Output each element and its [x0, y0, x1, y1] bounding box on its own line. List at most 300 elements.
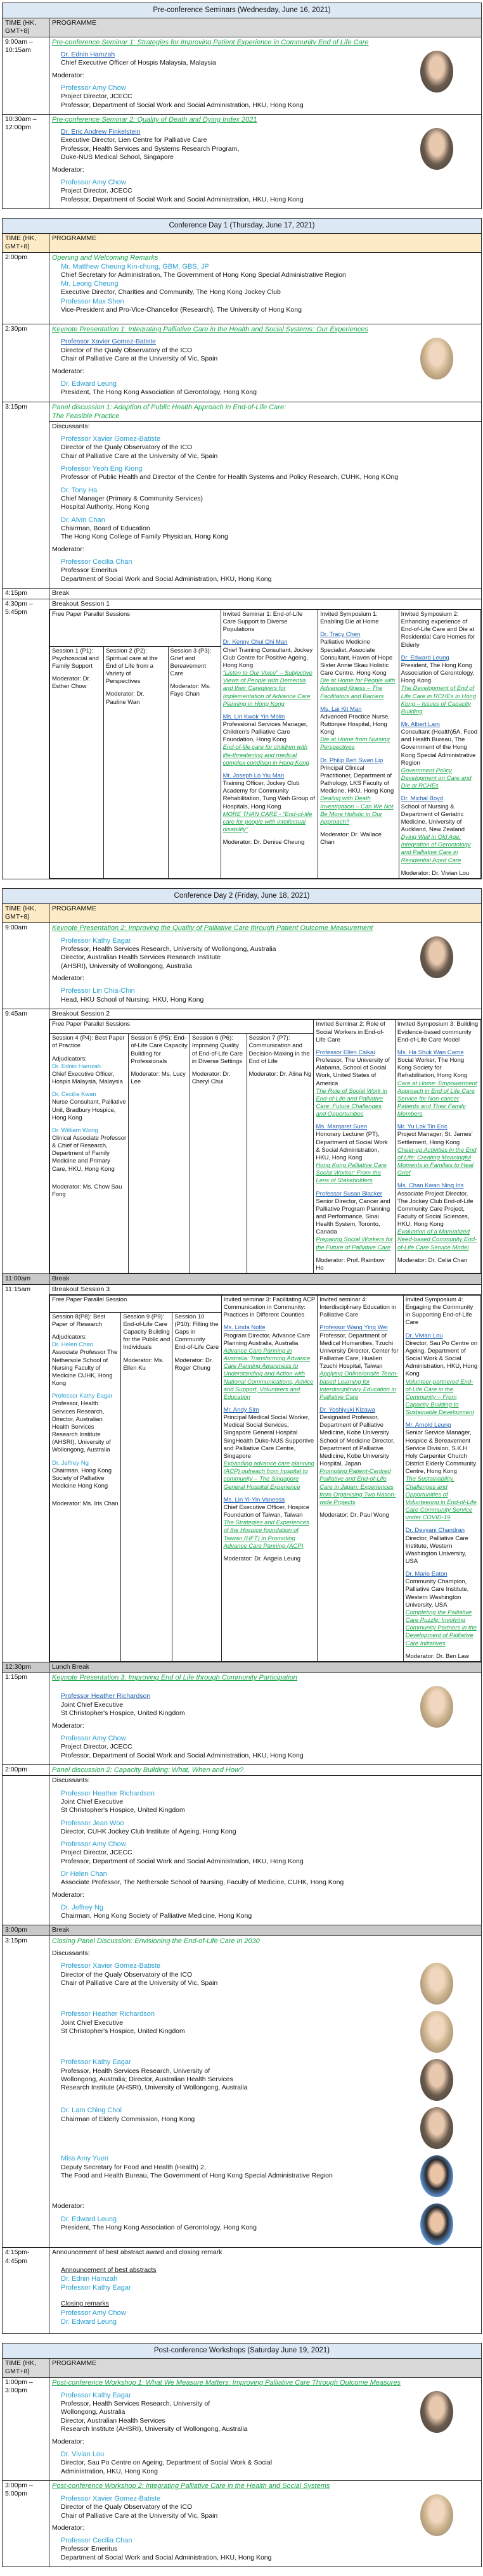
schedule-row	[3, 1009, 482, 1273]
speaker-name-link[interactable]: Dr. Philip Beh Swan Lip	[320, 756, 383, 764]
person-role: Professor, Department of Social Work and Social Administration, HKU, Hong Kong	[61, 195, 304, 203]
invited-session	[314, 1020, 396, 1273]
free-paper-title: Session 7 (P7): Communication and Decision-Making in the End of Life	[248, 1035, 310, 1065]
session-title: Panel discussion 1: Adaption of Public Health Approach in End-of-Life Care:	[52, 403, 287, 411]
talk-title-link[interactable]: The Strategies and Experiences of the Hospice foundation of Taiwan (HFT) in Promoting Advance Care Panning (ACP)	[223, 1519, 309, 1550]
person-name: Dr. Tony Ha	[61, 486, 98, 494]
moderator-block	[52, 2202, 479, 2232]
person	[52, 51, 479, 68]
day-title-row	[3, 3, 482, 18]
programme-cell	[49, 2480, 482, 2566]
person-name: Professor Amy Chow	[61, 84, 126, 92]
speaker-role: Associate Project Director, The Jockey Club End-of-Life Community Care Project, Faculty of Social Sciences, HKU, Hong Kong	[397, 1190, 473, 1228]
speaker-photo	[420, 2059, 453, 2101]
moderator-block	[52, 545, 479, 583]
person	[52, 338, 479, 363]
speaker-name-link[interactable]: Dr. Edward Leung	[401, 654, 449, 661]
person	[52, 936, 479, 971]
speaker-role: Senior Director, Cancer and Palliative Program Planning and Performance, Sinai Health System, Toronto, Canada	[316, 1197, 390, 1236]
programme-cell	[49, 324, 482, 402]
moderator-label: Moderator:	[52, 545, 84, 553]
discussant-row	[52, 2058, 479, 2102]
session-moderator: Moderator: Dr. Roger Chung	[174, 1356, 214, 1372]
invited-speaker	[320, 706, 397, 752]
speaker-name-link[interactable]: Ms. Linda Nolte	[223, 1324, 266, 1332]
column-header-row	[3, 18, 482, 37]
time-cell: 2:00pm	[3, 252, 49, 324]
person-role: The Hong Kong College of Family Physician, Hong Kong	[61, 533, 228, 541]
talk-title-link[interactable]: Evaluation of a Manualized Need-based Community End-of-Life Care Service Model	[397, 1228, 477, 1251]
person-name: Professor Lin Chia-Chin	[61, 987, 135, 995]
time-cell: 3:15pm	[3, 1935, 49, 2248]
programme-column-header: PROGRAMME	[49, 903, 482, 922]
free-paper-session	[121, 1312, 172, 1661]
schedule-row	[3, 1935, 482, 2248]
spacer	[52, 1387, 119, 1393]
person-role: St Christopher's Hospice, United Kingdom	[61, 2027, 185, 2035]
closing-label: Closing remarks	[61, 2300, 109, 2308]
talk-title-link[interactable]: The Development of End of Life Care in RCHEs in Hong Kong – Issues of Capacity Building	[401, 685, 476, 715]
person-name: Professor Heather Richardson	[61, 2010, 155, 2018]
breakout-table	[49, 1295, 481, 1662]
talk-title-link[interactable]: Preparing Social Workers for the Future of Palliative Care	[316, 1236, 393, 1251]
moderator-block	[52, 367, 479, 397]
free-paper-session	[172, 1312, 221, 1661]
speaker-name-link[interactable]: Mr. Andy Sim	[223, 1406, 259, 1413]
invited-speaker	[319, 1324, 401, 1401]
column-header-row	[3, 233, 482, 252]
day2-table	[2, 888, 482, 2334]
person-name: Professor Kathy Eagar	[61, 2058, 131, 2067]
person	[52, 1819, 479, 1837]
invited-speaker	[397, 1182, 479, 1251]
talk-title-link[interactable]: Volunteer-partnered End-of-Life Care in the Community – From Capacity Building to Sustainable Development	[405, 1378, 474, 1417]
spacer	[52, 1122, 126, 1127]
invited-title: Invited seminar 4: Interdisciplinary Education in Palliative Care	[319, 1296, 397, 1319]
speaker-photo	[420, 2155, 453, 2197]
time-cell: 3:00pm	[3, 1925, 49, 1935]
speaker-role: Director, Sau Po Centre on Ageing, Department of Social Work & Social Administration, HKU, Hong Kong	[405, 1339, 478, 1378]
breakout-cell	[49, 1284, 482, 1662]
person	[52, 297, 479, 315]
invited-speaker	[397, 1123, 479, 1177]
person-role: Executive Director, Charities and Community, The Hong Kong Jockey Club	[61, 288, 281, 296]
person-role: (AHSRI), University of Wollongong, Australia	[61, 962, 192, 970]
person-name[interactable]: Dr. Ednin Hamzah	[61, 50, 115, 58]
programme-cell	[49, 114, 482, 208]
day-title-row	[3, 219, 482, 234]
speaker-name-link[interactable]: Ms. Lai Kit Man	[320, 705, 362, 713]
session-moderator: Moderator: Ms. Ellen Ku	[123, 1356, 164, 1372]
session-title-link[interactable]: Keynote Presentation 2: Improving the Quality of Palliative Care through Patient Outcome Measurement	[52, 924, 373, 932]
invited-speaker	[406, 1422, 479, 1522]
column-header-row	[3, 903, 482, 922]
talk-title-link[interactable]: The Sustainability, Challenges and Opportunities of Volunteering in End-of-Life Care Community Service under COVID-19	[405, 1476, 477, 1522]
speaker-name-link[interactable]: Professor Wang Ying Wei	[319, 1324, 388, 1332]
person-role: Project Director, JCECC	[61, 1849, 132, 1857]
speaker-list	[223, 639, 316, 834]
session-moderator: Moderator: Dr. Ben Law	[405, 1652, 469, 1660]
person-name[interactable]: Professor Xavier Gomez-Batiste	[61, 338, 156, 346]
speaker-name-link[interactable]: Dr. Kenny Chui Chi Man	[222, 639, 288, 646]
person-name: Professor Heather Richardson	[61, 1789, 155, 1797]
session-moderator: Moderator: Dr. Wallace Chan	[320, 831, 382, 846]
invited-session	[221, 1295, 318, 1661]
speaker-role: Professor, Department of Medical Humanities, Tzuchi University Director, Center for Palliative Care, Hualien Tzuchi Hospital, Taiwan	[319, 1332, 399, 1370]
invited-session	[318, 609, 399, 878]
person	[52, 435, 479, 461]
session-title-link[interactable]: Post-conference Workshop 2: Integrating Palliative Care in the Health and Social Systems	[52, 2482, 330, 2490]
programme-cell	[49, 252, 482, 324]
pre-conference-title: Pre-conference Seminars (Wednesday, June 16, 2021)	[3, 3, 482, 18]
time-cell-empty	[3, 1776, 49, 1925]
person-role: Professor, Health Services Research, University of	[61, 2067, 210, 2075]
schedule-row	[3, 324, 482, 402]
person-name: Professor Amy Chow	[61, 1735, 126, 1743]
session-title-link[interactable]: Pre-conference Seminar 1: Strategies for Improving Patient Experience in Community End of Life Care	[52, 38, 369, 46]
speaker-name-link[interactable]: Mr. Yu Lok Tin Eric	[397, 1123, 448, 1131]
talk-title-link[interactable]: Cheer-up Activities in the End of Life: Creating Meaningful Moments in Families to Heal Grief	[397, 1146, 477, 1177]
programme-cell	[49, 402, 482, 421]
time-cell: 3:15pm	[3, 402, 49, 588]
programme-cell	[49, 2377, 482, 2480]
schedule-row	[3, 1673, 482, 1765]
speaker-name-link[interactable]: Dr. Michal Boyd	[401, 795, 444, 803]
day1-title: Conference Day 1 (Thursday, June 17, 2021)	[3, 219, 482, 234]
programme-cell	[49, 1765, 482, 1776]
day-title-row	[3, 2343, 482, 2359]
person-role: Chairman of Elderly Commission, Hong Kong	[61, 2115, 195, 2123]
session-title-link[interactable]: Keynote Presentation 3: Improving End of Life through Community Participation	[52, 1674, 298, 1682]
speaker-name-link[interactable]: Dr. Yoshiyuki Kizawa	[319, 1406, 375, 1413]
time-column-header: TIME (HK, GMT+8)	[3, 18, 49, 37]
person-role: Professor Emeritus	[61, 566, 118, 575]
talk-title-link[interactable]: Government Policy Development on Care and Die at RCHEs	[401, 767, 472, 790]
person-name[interactable]: Dr. Eric Andrew Finkelstein	[61, 128, 141, 136]
discussant-row	[52, 2154, 479, 2198]
person-name[interactable]: Professor Heather Richardson	[61, 1692, 151, 1700]
programme-document	[0, 3, 483, 2567]
session-moderator: Moderator: Dr. Pauline Wan	[105, 691, 145, 706]
programme-cell	[49, 1935, 482, 2248]
invited-title: Invited Seminar 2: Role of Social Workers in End-of-Life Care	[316, 1021, 385, 1043]
free-paper-session	[168, 646, 221, 878]
invited-speaker	[224, 1496, 316, 1550]
speaker-name-link[interactable]: Ms. Lin Yi-Yin Vanessa	[223, 1496, 285, 1503]
person-role: Vice-President and Pro-Vice-Chancellor (Research), The University of Hong Kong	[61, 305, 302, 314]
speaker-photo	[420, 1963, 453, 2005]
speaker-role: Training Officer, Jockey Club Academy for Community Rehabilitation, Tung Wah Group of Hospitals, Hong Kong	[222, 780, 315, 810]
speaker-name-link[interactable]: Ms. Ha Shuk Wan Carrie	[397, 1049, 464, 1056]
speaker-role: Program Director, Advance Care Planning Australia, Australia	[223, 1332, 311, 1347]
break-row	[3, 1662, 482, 1672]
announcement-title: Announcement of best abstract award and closing remark	[52, 2248, 222, 2257]
invited-speaker	[320, 757, 397, 826]
break-row	[3, 1274, 482, 1284]
discussant-row	[52, 2010, 479, 2054]
person-name: Professor Kathy Eagar	[61, 2391, 131, 2399]
person-role: Chief Executive Officer of Hospis Malaysia, Malaysia	[61, 59, 216, 67]
person	[52, 1840, 479, 1866]
talk-title-link[interactable]: Advance Care Panning in Australia: Transforming Advance Care Panning Awareness to Understanding and Action with National Communications, Advice and Support, Volunteers and Education	[223, 1347, 314, 1401]
schedule-row	[3, 1765, 482, 1776]
person-role: Professor, Health Services and Systems Research Program,	[61, 144, 240, 153]
free-paper-title: Session 1 (P1): Psychosocial and Family Support	[52, 647, 99, 670]
adjudicator-name: Dr. Helen Chan	[52, 1341, 93, 1349]
invited-title: Invited Symposium 2: Enhancing experience of End-of-Life Care and Die at Residential Care Homes for Elderly	[401, 610, 475, 649]
speaker-name-link[interactable]: Mr. Albert Lam	[401, 720, 440, 728]
programme-cell	[49, 2248, 482, 2334]
speaker-name-link[interactable]: Professor Susan Blacker	[316, 1190, 382, 1197]
invited-speaker	[406, 1527, 479, 1565]
schedule-row	[3, 2248, 482, 2334]
time-cell: 4:30pm – 5:45pm	[3, 599, 49, 879]
moderator-label: Moderator:	[52, 71, 84, 79]
moderator-block	[52, 2438, 479, 2476]
person-role: President, The Hong Kong Association of Gerontology, Hong Kong	[61, 388, 257, 397]
speaker-photo	[420, 51, 453, 92]
person-name: Dr. Edward Leung	[61, 2215, 117, 2223]
speaker-role: School of Nursing & Department of Geriatric Medicine, University of Auckland, New Zealand	[401, 803, 465, 834]
speaker-name-link[interactable]: Mr. Arnold Leung	[405, 1422, 451, 1429]
time-cell: 9:45am	[3, 1009, 49, 1273]
invited-speaker	[401, 721, 479, 790]
moderator-block	[52, 1722, 479, 1760]
adjudicator-role: Nurse Consultant, Palliative Unit, Bradbury Hospice, Hong Kong	[52, 1099, 126, 1121]
breakout-table	[49, 1019, 481, 1273]
talk-title-link[interactable]: Dying Well in Old Age: Integration of Gerontology and Palliative Care in Residential Aged Care	[401, 834, 471, 864]
talk-title-link[interactable]: Die at Home from Nursing Perspectives	[320, 736, 390, 751]
schedule-row	[3, 922, 482, 1009]
session-moderator: Moderator: Dr. Vivian Lou	[401, 869, 470, 877]
discussants-label: Discussants:	[52, 422, 90, 430]
talk-title-link[interactable]: Hong Kong Palliative Care Social Worker: From the Lens of Stakeholders	[316, 1162, 387, 1185]
session-title-link[interactable]: Pre-conference Seminar 2: Quality of Death and Dying Index 2021	[52, 115, 257, 124]
person-role: Deputy Secretary for Food and Health (Health) 2,	[61, 2163, 206, 2171]
person	[52, 1789, 479, 1815]
speaker-role: Community Champion, Palliative Care Institute, Western Washington University, USA	[405, 1578, 469, 1609]
spacer	[52, 1490, 119, 1495]
speaker-role: Consultant (Health)5A, Food and Health Bureau, The Government of the Hong Kong Special Administrative Region	[401, 729, 478, 767]
spacer	[52, 1682, 479, 1688]
session-moderator: Moderator: Dr. Denise Cheung	[222, 839, 305, 846]
person-name: Professor Kathy Eagar	[61, 2284, 131, 2292]
speaker-name-link[interactable]: Dr. Tracy Chen	[320, 631, 361, 639]
time-cell: 11:15am	[3, 1284, 49, 1662]
speaker-list	[319, 1324, 401, 1507]
free-paper-title: Session 3 (P3): Grief and Bereavement Care	[170, 647, 212, 678]
speaker-role: Chief Executive Officer, Hospice Foundation of Taiwan, Taiwan	[223, 1503, 310, 1519]
schedule-row	[3, 114, 482, 208]
break-row	[3, 589, 482, 599]
talk-title-link[interactable]: Promoting Patient-Centred Palliative and End-of-Life Care in Japan: Experiences from Organising Two Nation-wide Projects	[319, 1468, 396, 1506]
talk-title-link[interactable]: End-of-life care for children with life-threatening and medical complex condition in Hong Kong	[222, 744, 309, 767]
person-role: Chairman, Hong Kong Society of Palliative Medicine, Hong Kong	[61, 1912, 252, 1920]
time-column-header: TIME (HK, GMT+8)	[3, 2358, 49, 2377]
person-name: Professor Jean Woo	[61, 1819, 124, 1827]
talk-title-link[interactable]: Care at Home: Empowerment Approach in End of Life Care Service for Non-cancer Patients and Their Family Members	[397, 1080, 477, 1118]
person	[52, 2154, 479, 2180]
adjudicator-role: Professor, Health Services Research, Director, Australian Health Services Research Institute (AHSRI), University of Wollongong, Australia	[52, 1400, 111, 1454]
person-name: Professor Amy Chow	[61, 2309, 126, 2317]
session-moderator: Moderator: Ms. Lucy Lee	[131, 1070, 186, 1086]
speaker-name-link[interactable]: Ms. Margaret Suen	[316, 1123, 368, 1131]
session-moderator: Moderator: Prof. Rainbow Ho	[316, 1256, 385, 1272]
person-role: Director, Australian Health Services Research Institute	[61, 953, 221, 962]
breakout-cell	[49, 599, 482, 879]
invited-session	[399, 609, 480, 878]
person-name: Dr. Lam Ching Choi	[61, 2107, 122, 2115]
person	[52, 1903, 479, 1921]
speaker-name-link[interactable]: Dr. Vivian Lou	[405, 1332, 443, 1339]
invited-speaker	[316, 1049, 393, 1118]
invited-title: Invited Symposium 4: Engaging the Community in Supporting End-of-Life Care	[405, 1296, 473, 1327]
column-header-row	[3, 2358, 482, 2377]
free-paper-title: Session 8(P8): Best Paper of Research	[52, 1313, 105, 1329]
person-name: Professor Cecilia Chan	[61, 558, 132, 566]
talk-title-link[interactable]: The Role of Social Work in End-of-Life and Palliative Care: Future Challenges and Opportunities	[316, 1087, 387, 1118]
talk-title-link[interactable]: Completing the Palliative Care Puzzle: Involving Community Partners in the Development of Palliative Care Initiatives	[405, 1609, 477, 1647]
spacer	[52, 1455, 119, 1460]
speaker-photo	[420, 338, 453, 379]
breakout-label: Breakout Session 1	[49, 599, 481, 609]
speaker-name-link[interactable]: Dr. Marie Eaton	[405, 1571, 448, 1578]
moderator-block	[52, 2524, 479, 2562]
programme-column-header: PROGRAMME	[49, 2358, 482, 2377]
person-role: Director, Sau Po Centre on Ageing, Department of Social Work & Social	[61, 2459, 273, 2467]
talk-title-link[interactable]: Dealing with Death Investigation – Can We Not Be More Holistic in Our Approach?	[320, 795, 394, 826]
free-paper-session	[190, 1034, 247, 1273]
schedule-row	[3, 2480, 482, 2566]
moderator-label: Moderator:	[52, 367, 84, 375]
person-name: Professor Xavier Gomez-Batiste	[61, 1962, 161, 1970]
breakout-label: Breakout Session 3	[49, 1285, 481, 1295]
time-cell: 1:00pm – 3:00pm	[3, 2377, 49, 2480]
time-cell: 9:00am	[3, 922, 49, 1009]
person-name: Dr. Edward Leung	[61, 2318, 117, 2326]
speaker-list	[316, 1049, 393, 1252]
session-title-link[interactable]: Post-conference Workshop 1: What We Measure Matters: Improving Palliative Care Through Outcome Measures	[52, 2378, 401, 2387]
person	[52, 178, 479, 204]
invited-speaker	[224, 1324, 316, 1401]
invited-speaker	[320, 631, 397, 700]
speaker-name-link[interactable]: Dr. Devyani Chandran	[405, 1527, 465, 1534]
person-role: Professor, Department of Social Work and Social Administration, HKU, Hong Kong	[61, 101, 304, 109]
person-role: Project Director, JCECC	[61, 1743, 132, 1751]
person-name: Professor Yeoh Eng Kiong	[61, 465, 143, 473]
session-title: Closing Panel Discussion: Envisioning the End-of-Life Care in 2030	[52, 1937, 260, 1945]
session-moderator: Moderator: Ms. Faye Chan	[170, 683, 211, 698]
programme-column-header: PROGRAMME	[49, 233, 482, 252]
moderator-label: Moderator:	[52, 1891, 84, 1899]
speaker-role: Advanced Practice Nurse, Ruttonjee Hospital, Hong Kong	[320, 713, 390, 736]
invited-speaker	[223, 639, 316, 708]
speaker-role: Honorary Lecturer (PT), Department of Social Work & Social Administration, HKU, Hong Kong	[316, 1131, 388, 1161]
person	[52, 486, 479, 512]
person	[52, 2106, 479, 2124]
time-column-header: TIME (HK, GMT+8)	[3, 903, 49, 922]
person-role: Director of the Qualy Observatory of the ICO	[61, 443, 193, 452]
moderator-block	[52, 1891, 479, 1921]
speaker-list	[406, 1332, 479, 1648]
talk-title-link[interactable]: “Listen to Our Voice” – Subjective Views of People with Dementia and their Caregivers for Implementation of Advance Care Planning in Hong Kong	[222, 670, 312, 708]
schedule-row	[3, 1776, 482, 1925]
spacer	[52, 1086, 126, 1091]
time-cell: 9:00am – 10:15am	[3, 37, 49, 114]
adjudicator-role: Associate Professor The Nethersole School of Nursing Faculty of Medicine CUHK, Hong Kong	[52, 1349, 118, 1387]
invited-title: Invited Symposium 3: Building Evidence-based community End-of-Life Care Model	[397, 1021, 479, 1043]
free-paper-session	[247, 1034, 314, 1273]
invited-speaker	[397, 1049, 479, 1118]
moderator-label: Moderator:	[52, 974, 84, 983]
person	[52, 2494, 479, 2520]
speaker-list	[320, 631, 397, 826]
person-role: President, The Hong Kong Association of Gerontology, Hong Kong	[61, 2223, 257, 2231]
person-role: Associate Professor, The Nethersole School of Nursing, Faculty of Medicine, CUHK, Hong Kong	[61, 1878, 344, 1887]
talk-title-link[interactable]: Expanding advance care planning (ACP) outreach from hospital to community – The Singapore General Hospital Experience	[223, 1460, 314, 1491]
person	[52, 2215, 479, 2233]
person-role: Professor, Health Services Research, University of	[61, 2399, 210, 2407]
free-paper-title: Session 10 (P10): Filling the Gaps in Community End-of-Life Care	[174, 1313, 219, 1351]
speaker-photo	[420, 2203, 453, 2245]
session-title-link[interactable]: Keynote Presentation 1: Integrating Palliative Care in the Health and Social Systems: Our Experiences	[52, 326, 368, 334]
speaker-photo	[420, 2391, 453, 2433]
speaker-name-link[interactable]: Professor Ellen Csikai	[316, 1049, 375, 1056]
adjudicator-role: Chief Executive Officer, Hospis Malaysia, Malaysia	[52, 1070, 123, 1086]
moderator-label: Moderator:	[52, 165, 84, 174]
speaker-name-link[interactable]: Ms. Lin Kwok Yin Molin	[222, 713, 285, 720]
person	[52, 1870, 479, 1887]
talk-title-link[interactable]: Applying Online/onsite Team-based Learning for Interdisciplinary Education in Palliative Care	[319, 1370, 398, 1401]
person-name: Professor Amy Chow	[61, 1840, 126, 1849]
speaker-name-link[interactable]: Mr. Joseph Lo Yiu Man	[222, 772, 285, 779]
free-paper-session	[129, 1034, 190, 1273]
breakout-cell	[49, 1009, 482, 1273]
person-role: Wollongong, Australia; Director, Australian Health Services	[61, 2075, 233, 2083]
adjudicator-name: Dr. William Wong	[52, 1126, 98, 1134]
session-moderator: Moderator: Ms. Iris Chan	[52, 1500, 119, 1508]
person-name: Miss Amy Yuen	[61, 2155, 108, 2163]
person-role: Chair of Palliative Care at the University of Vic, Spain	[61, 452, 218, 460]
person-role: Department of Social Work and Social Administration, HKU, Hong Kong	[61, 575, 272, 583]
person	[52, 2010, 479, 2036]
invited-session	[403, 1295, 480, 1661]
person	[52, 516, 479, 542]
time-cell: 12:30pm	[3, 1662, 49, 1672]
session-title: Opening and Welcoming Remarks	[52, 253, 158, 262]
discussants-label: Discussants:	[52, 1949, 90, 1957]
person-role: St Christopher's Hospice, United Kingdom	[61, 1709, 185, 1718]
adjudicator-name: Dr. Jeffrey Ng	[52, 1459, 89, 1467]
discussants-label: Discussants:	[52, 1776, 90, 1785]
speaker-role: Designated Professor, Department of Palliative Medicine, Kobe University School of Medicine Director, Department of Palliative Medicine, Kobe University Hospital, Japan	[319, 1414, 395, 1468]
person-name: Professor Amy Chow	[61, 179, 126, 187]
breakout-table	[49, 609, 481, 879]
person	[52, 2450, 479, 2476]
person-role: Professor, Health Services Research, University of Wollongong, Australia	[61, 945, 276, 953]
speaker-role: Senior Service Manager, Hospice & Bereavement Service Division, S.K.H Holy Carpenter Church District Elderly Community Centre, Hong Kong	[405, 1429, 476, 1476]
time-cell: 10:30am – 12:00pm	[3, 114, 49, 208]
moderator-label: Moderator:	[52, 2437, 84, 2445]
speaker-name-link[interactable]: Ms. Chan Kwan Ning Iris	[397, 1182, 464, 1190]
talk-title-link[interactable]: MORE THAN CARE - “End-of-life care for people with intellectual disability”	[222, 810, 312, 834]
schedule-row	[3, 402, 482, 421]
talk-title-link[interactable]: Die at Home for People with Advanced illness – The Facilitators and Barriers	[320, 677, 396, 700]
time-cell: 4:15pm- 4:45pm	[3, 2248, 49, 2334]
person-role: Wollongong, Australia	[61, 2408, 126, 2416]
session-moderator: Moderator: Dr. Cheryl Chui	[191, 1070, 231, 1086]
free-paper-title: Session 5 (P5): End-of-Life Care Capacity Building for Professionals	[131, 1035, 188, 1065]
